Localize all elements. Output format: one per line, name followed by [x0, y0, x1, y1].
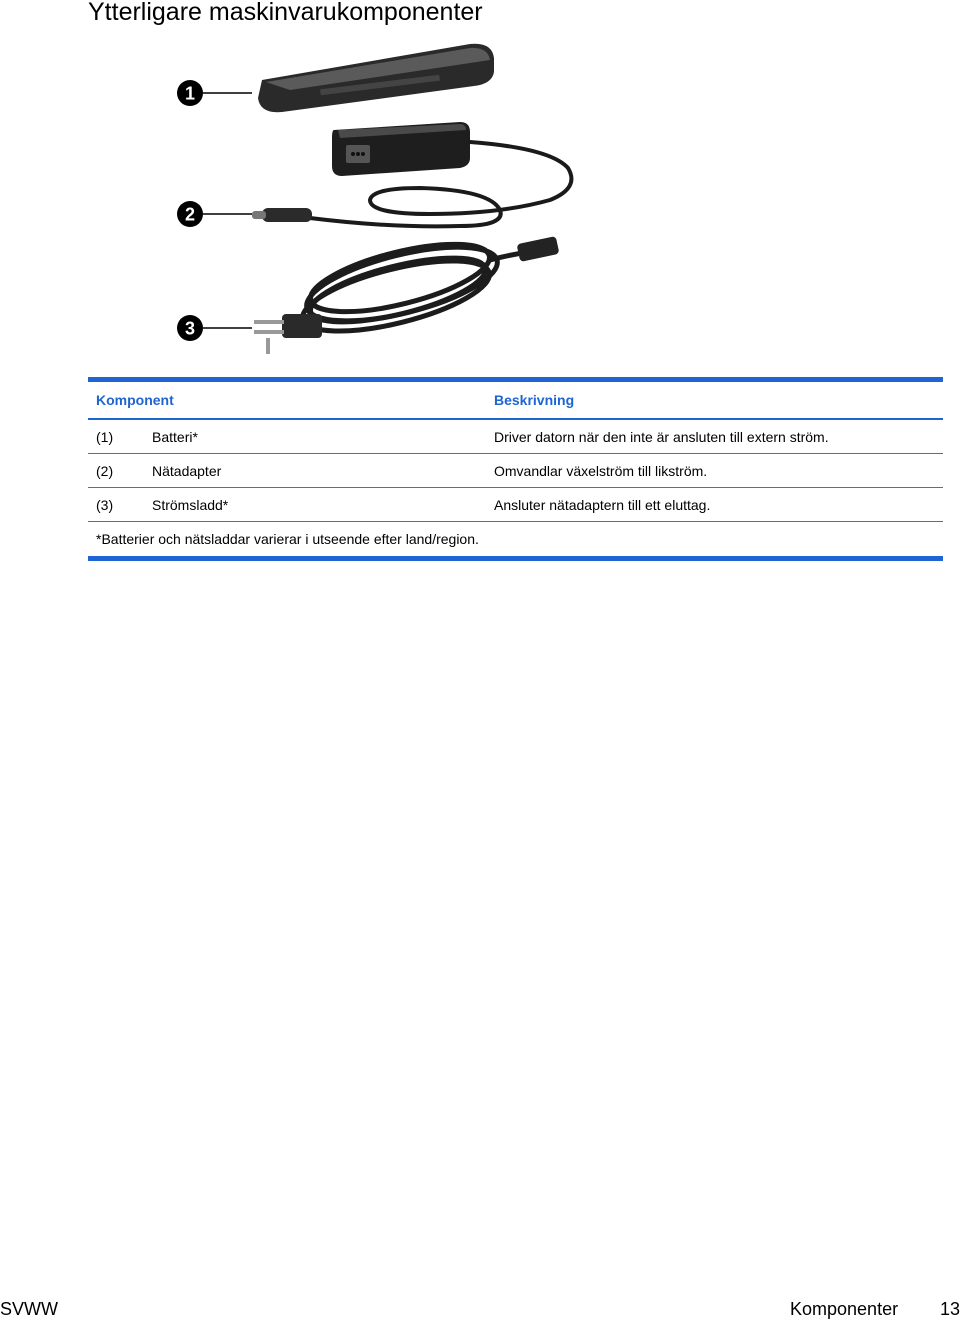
callout-1 [177, 80, 252, 106]
row-component: Batteri* [144, 419, 486, 454]
row-number: (1) [88, 419, 144, 454]
footer-page-number: 13 [940, 1299, 960, 1319]
callout-3-label: 3 [184, 318, 196, 339]
table-row [88, 488, 943, 522]
table-footnote-row [88, 522, 943, 557]
battery-image [258, 44, 494, 112]
row-component: Nätadapter [144, 454, 486, 488]
component-table [88, 377, 943, 561]
row-number: (3) [88, 488, 144, 522]
callout-3 [177, 315, 252, 341]
table-row [88, 454, 943, 488]
c5-connector-image [517, 236, 560, 262]
callout-2-label: 2 [184, 204, 196, 225]
ac-adapter-image [332, 122, 470, 176]
table-footnote: *Batterier och nätsladdar varierar i utseende efter land/region. [96, 531, 479, 547]
footer-section-title: Komponenter [790, 1299, 899, 1319]
row-description: Omvandlar växelström till likström. [486, 454, 943, 488]
header-description: Beskrivning [486, 382, 943, 419]
row-number: (2) [88, 454, 144, 488]
table-bottom-rule [88, 556, 943, 561]
page-title: Ytterligare maskinvarukomponenter [88, 0, 483, 26]
row-component: Strömsladd* [144, 488, 486, 522]
row-description: Driver datorn när den inte är ansluten till extern ström. [486, 419, 943, 454]
footer-doc-id: SVWW [0, 1299, 58, 1319]
callout-1-label: 1 [184, 83, 196, 104]
row-description: Ansluter nätadaptern till ett eluttag. [486, 488, 943, 522]
hardware-illustration [170, 38, 590, 360]
power-cord-image [296, 231, 548, 346]
callout-2 [177, 201, 252, 227]
wall-plug-image [254, 314, 322, 354]
table-row [88, 419, 943, 454]
dc-plug-image [252, 208, 312, 222]
table-header-row [88, 382, 943, 419]
header-component: Komponent [88, 382, 486, 419]
